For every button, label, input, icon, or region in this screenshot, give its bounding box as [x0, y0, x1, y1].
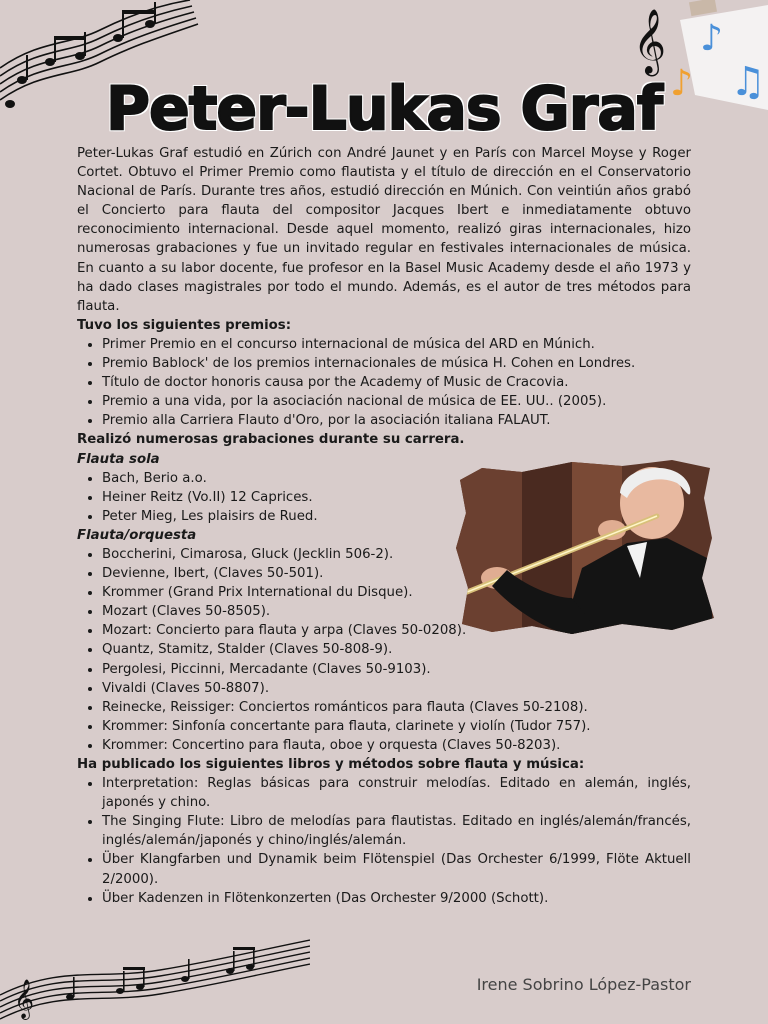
list-item: • Über Kadenzen in Flötenkonzerten (Das Orchester 9/2000 (Schott). [102, 889, 691, 908]
list-item: • Vivaldi (Claves 50-8807). [102, 679, 691, 698]
list-item: • Bach, Berio a.o. [102, 469, 472, 488]
list-item: • Über Klangfarben und Dynamik beim Flötenspiel (Das Orchester 6/1999, Flöte Aktuell 2/2000). [102, 850, 691, 888]
intro-paragraph: Peter-Lukas Graf estudió en Zúrich con André Jaunet y en París con Marcel Moyse y Roger Cortet. Obtuvo el Primer Premio como flautista y el título de dirección en el Conservatorio Nacional de París. Durante tres años, estudió dirección en Múnich. Con veintiún años grabó el Concierto para flauta del compositor Jacques Ibert e inmediatamente obtuvo reconocimiento internacional. Desde aquel momento, realizó giras internacionales, hizo numerosas grabaciones y fue un invitado regular en festivales internacionales de música. En cuanto a su labor docente, fue profesor en la Basel Music Academy desde el año 1973 y ha dado clases magistrales por todo el mundo. Además, es el autor de tres métodos para flauta. [77, 146, 691, 314]
svg-text:♫: ♫ [730, 59, 766, 105]
svg-text:𝄞: 𝄞 [14, 979, 35, 1019]
list-item: • Mozart: Concierto para flauta y arpa (Claves 50-0208). [102, 621, 691, 640]
list-item: • Premio a una vida, por la asociación nacional de música de EE. UU.. (2005). [102, 392, 691, 411]
list-item: • Peter Mieg, Les plaisirs de Rued. [102, 507, 472, 526]
music-note-icon: ♪ [700, 18, 723, 59]
list-item: • Krommer (Grand Prix International du Disque). [102, 583, 691, 602]
list-item: • Título de doctor honoris causa por the Academy of Music de Cracovia. [102, 373, 691, 392]
books-list [77, 774, 691, 908]
solo-heading: Flauta sola [77, 451, 160, 467]
list-item: • Krommer: Sinfonía concertante para flauta, clarinete y violín (Tudor 757). [102, 717, 691, 736]
page-title: Peter-Lukas Graf [106, 74, 662, 144]
list-item: • Premio Bablock' de los premios internacionales de música H. Cohen en Londres. [102, 354, 691, 373]
books-heading: Ha publicado los siguientes libros y métodos sobre flauta y música: [77, 757, 585, 772]
music-staff-decoration-bottom [0, 935, 310, 1020]
recordings-heading: Realizó numerosas grabaciones durante su carrera. [77, 432, 465, 448]
list-item: • Mozart (Claves 50-8505). [102, 602, 691, 621]
awards-heading: Tuvo los siguientes premios: [77, 317, 292, 333]
list-item: • Boccherini, Cimarosa, Gluck (Jecklin 506-2). [102, 545, 691, 564]
flutist-photo [452, 458, 714, 636]
list-item: • Pergolesi, Piccinni, Mercadante (Claves 50-9103). [102, 660, 691, 679]
svg-text:♪: ♪ [670, 63, 693, 104]
list-item: • Primer Premio en el concurso internacional de música del ARD en Múnich. [102, 335, 691, 354]
list-item: • Krommer: Concertino para flauta, oboe y orquesta (Claves 50-8203). [102, 736, 691, 755]
author-credit: Irene Sobrino López-Pastor [476, 975, 691, 994]
list-item: • Reinecke, Reissiger: Conciertos románticos para flauta (Claves 50-2108). [102, 698, 691, 717]
list-item: • Premio alla Carriera Flauto d'Oro, por la asociación italiana FALAUT. [102, 411, 691, 430]
orchestra-heading: Flauta/orquesta [77, 527, 197, 543]
list-item: • Devienne, Ibert, (Claves 50-501). [102, 564, 691, 583]
treble-clef-icon: 𝄞 [633, 9, 667, 74]
list-item: • Heiner Reitz (Vo.II) 12 Caprices. [102, 488, 472, 507]
list-item: • Interpretation: Reglas básicas para construir melodías. Editado en alemán, inglés, japonés y chino. [102, 774, 691, 812]
awards-list [77, 335, 691, 430]
list-item: • The Singing Flute: Libro de melodías para flautistas. Editado en inglés/alemán/francés, inglés/alemán/japonés y chino/inglés/alemán. [102, 812, 691, 850]
list-item: • Quantz, Stamitz, Stalder (Claves 50-808-9). [102, 640, 691, 659]
